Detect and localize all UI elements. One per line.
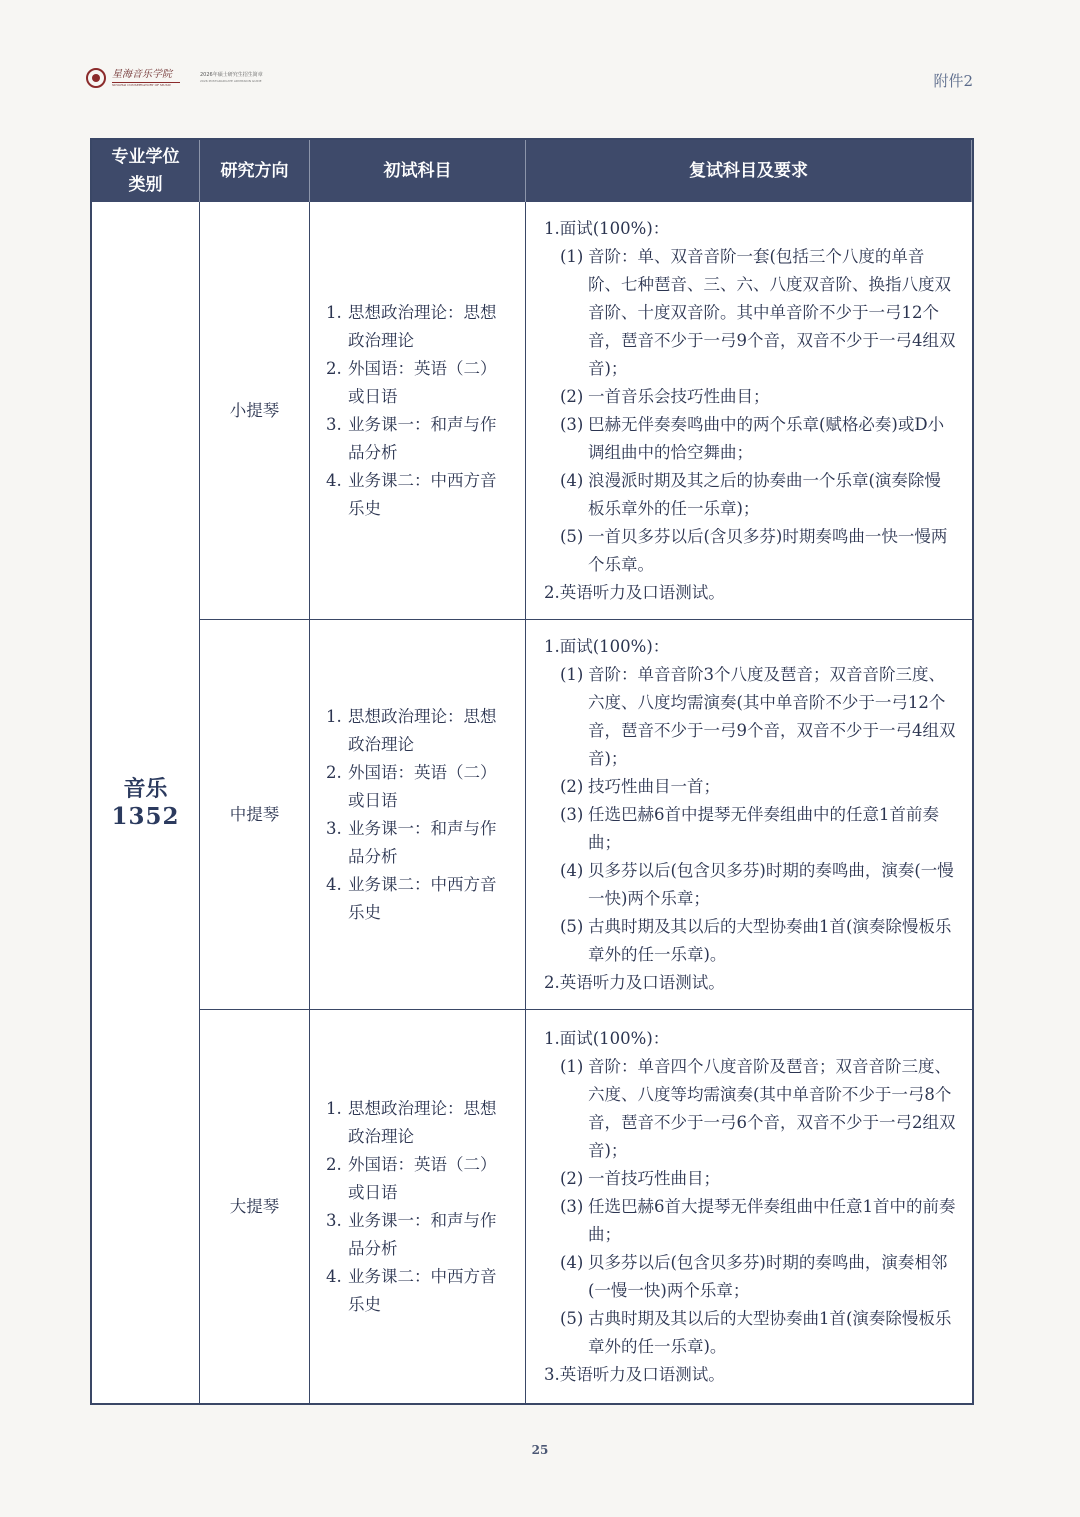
requirement-list	[544, 633, 956, 997]
subject-number: 2.	[326, 762, 342, 782]
requirement-item	[544, 579, 956, 607]
subject-number: 1.	[326, 706, 342, 726]
requirement-item	[544, 969, 956, 997]
requirement-text: 英语听力及口语测试。	[559, 582, 725, 602]
subitem-number: (1)	[560, 1056, 584, 1076]
header-logo	[86, 68, 263, 88]
requirement-item	[544, 215, 956, 243]
requirement-text: 英语听力及口语测试。	[559, 972, 725, 992]
major-cell	[92, 202, 200, 1403]
subject-text: 外国语：英语（二）或日语	[348, 358, 497, 406]
requirement-list	[544, 215, 956, 607]
subitem-text: 贝多芬以后(包含贝多芬)时期的奏鸣曲，演奏相邻(一慢一快)两个乐章；	[588, 1252, 948, 1300]
subject-number: 2.	[326, 1154, 342, 1174]
requirement-subitem	[544, 383, 956, 411]
requirement-item	[544, 633, 956, 661]
subject-number: 3.	[326, 1210, 342, 1230]
school-logo-text: 星海音乐学院	[112, 69, 172, 80]
subject-item	[326, 871, 511, 927]
subitem-text: 任选巴赫6首中提琴无伴奏组曲中的任意1首前奏曲；	[588, 804, 939, 852]
requirement-subitem	[544, 1193, 956, 1249]
subject-number: 4.	[326, 1266, 342, 1286]
retest-requirements-cell	[526, 620, 972, 1010]
subitem-text: 贝多芬以后(包含贝多芬)时期的奏鸣曲，演奏(一慢一快)两个乐章；	[588, 860, 954, 908]
requirement-text: 面试(100%)：	[559, 1028, 670, 1048]
requirement-subitem	[544, 523, 956, 579]
subject-text: 业务课一：和声与作品分析	[348, 1210, 497, 1258]
subitem-number: (4)	[560, 470, 584, 490]
requirement-subitem	[544, 801, 956, 857]
brochure-title	[200, 72, 263, 84]
direction-label: 小提琴	[229, 400, 280, 420]
subitem-text: 一首技巧性曲目；	[588, 1168, 720, 1188]
requirement-number: 3.	[544, 1364, 560, 1384]
requirement-number: 2.	[544, 972, 560, 992]
header-research-direction: 研究方向	[200, 140, 310, 202]
subitem-text: 浪漫派时期及其之后的协奏曲一个乐章(演奏除慢板乐章外的任一乐章)；	[588, 470, 941, 518]
school-logo-sub: XINGHAI CONSERVATORY OF MUSIC	[112, 83, 172, 87]
requirement-subitem	[544, 243, 956, 383]
subject-text: 思想政治理论：思想政治理论	[348, 302, 497, 350]
requirement-number: 2.	[544, 582, 560, 602]
page-number: 25	[531, 1443, 549, 1457]
subitem-text: 音阶：单音音阶3个八度及琶音；双音音阶三度、六度、八度均需演奏(其中单音阶不少于一弓12个音，琶音不少于一弓9个音，双音不少于一弓4组双音)；	[588, 664, 956, 768]
requirement-subitem	[544, 411, 956, 467]
subitem-text: 古典时期及其以后的大型协奏曲1首(演奏除慢板乐章外的任一乐章)。	[588, 916, 952, 964]
header-degree-category: 专业学位 类别	[92, 140, 200, 202]
subject-item	[326, 1263, 511, 1319]
subject-item	[326, 467, 511, 523]
requirement-text: 面试(100%)：	[559, 218, 670, 238]
subject-number: 2.	[326, 358, 342, 378]
major-name: 音乐	[123, 775, 168, 802]
direction-label: 中提琴	[229, 804, 280, 824]
header-retest: 复试科目及要求	[526, 140, 972, 202]
subject-text: 外国语：英语（二）或日语	[348, 762, 497, 810]
direction-cell	[200, 1010, 310, 1403]
requirement-item	[544, 1025, 956, 1053]
subitem-text: 古典时期及其以后的大型协奏曲1首(演奏除慢板乐章外的任一乐章)。	[588, 1308, 952, 1356]
subitem-text: 技巧性曲目一首；	[588, 776, 720, 796]
subject-item	[326, 1151, 511, 1207]
requirement-list	[544, 1025, 956, 1389]
initial-subjects-cell	[310, 202, 526, 620]
subject-text: 业务课二：中西方音乐史	[348, 874, 497, 922]
subject-text: 业务课二：中西方音乐史	[348, 1266, 497, 1314]
requirement-subitem	[544, 661, 956, 773]
school-logo	[112, 69, 182, 87]
requirement-number: 1.	[544, 1028, 560, 1048]
subject-item	[326, 1095, 511, 1151]
direction-cell	[200, 620, 310, 1010]
subject-text: 业务课二：中西方音乐史	[348, 470, 497, 518]
requirement-subitem	[544, 1305, 956, 1361]
subitem-text: 巴赫无伴奏奏鸣曲中的两个乐章(赋格必奏)或D小调组曲中的恰空舞曲；	[588, 414, 945, 462]
header-initial-exam: 初试科目	[310, 140, 526, 202]
requirement-subitem	[544, 1053, 956, 1165]
requirement-subitem	[544, 467, 956, 523]
subject-text: 外国语：英语（二）或日语	[348, 1154, 497, 1202]
subitem-text: 任选巴赫6首大提琴无伴奏组曲中任意1首中的前奏曲；	[588, 1196, 956, 1244]
subitem-number: (5)	[560, 526, 584, 546]
retest-requirements-cell	[526, 202, 972, 620]
subject-list	[326, 1095, 511, 1319]
subject-item	[326, 411, 511, 467]
subitem-number: (5)	[560, 1308, 584, 1328]
subitem-text: 音阶：单、双音音阶一套(包括三个八度的单音阶、七种琶音、三、六、八度双音阶、换指八度双音阶、十度双音阶。其中单音阶不少于一弓12个音，琶音不少于一弓9个音，双音不少于一弓4组双音)；	[588, 246, 956, 378]
subject-text: 思想政治理论：思想政治理论	[348, 706, 497, 754]
school-seal-icon	[86, 68, 106, 88]
subject-number: 3.	[326, 818, 342, 838]
initial-subjects-cell	[310, 1010, 526, 1403]
direction-label: 大提琴	[229, 1196, 280, 1216]
requirement-number: 1.	[544, 636, 560, 656]
brochure-title-en: 2026 POSTGRADUATE ADMISSION GUIDE	[200, 79, 262, 83]
subject-item	[326, 355, 511, 411]
subject-text: 思想政治理论：思想政治理论	[348, 1098, 497, 1146]
requirement-subitem	[544, 1249, 956, 1305]
requirement-subitem	[544, 1165, 956, 1193]
subitem-number: (2)	[560, 386, 584, 406]
subitem-text: 一首音乐会技巧性曲目；	[588, 386, 770, 406]
subitem-text: 音阶：单音四个八度音阶及琶音；双音音阶三度、六度、八度等均需演奏(其中单音阶不少于一弓8个音，琶音不少于一弓6个音，双音不少于一弓2组双音)；	[588, 1056, 956, 1160]
subitem-number: (1)	[560, 664, 584, 684]
initial-subjects-cell	[310, 620, 526, 1010]
subject-item	[326, 759, 511, 815]
subject-number: 1.	[326, 1098, 342, 1118]
subitem-number: (2)	[560, 776, 584, 796]
subject-item	[326, 299, 511, 355]
subject-text: 业务课一：和声与作品分析	[348, 414, 497, 462]
subitem-number: (3)	[560, 1196, 584, 1216]
requirement-number: 1.	[544, 218, 560, 238]
requirement-text: 英语听力及口语测试。	[559, 1364, 725, 1384]
subitem-text: 一首贝多芬以后(含贝多芬)时期奏鸣曲一快一慢两个乐章。	[588, 526, 948, 574]
subject-list	[326, 703, 511, 927]
subject-number: 1.	[326, 302, 342, 322]
subject-text: 业务课一：和声与作品分析	[348, 818, 497, 866]
requirement-item	[544, 1361, 956, 1389]
attachment-label: 附件2	[933, 72, 973, 90]
subitem-number: (3)	[560, 804, 584, 824]
subitem-number: (5)	[560, 916, 584, 936]
admission-table	[90, 138, 974, 1405]
subject-item	[326, 1207, 511, 1263]
subject-number: 3.	[326, 414, 342, 434]
requirement-subitem	[544, 857, 956, 913]
subject-item	[326, 703, 511, 759]
direction-cell	[200, 202, 310, 620]
subject-number: 4.	[326, 470, 342, 490]
brochure-title-cn: 2026年硕士研究生招生简章	[200, 72, 263, 78]
subitem-number: (3)	[560, 414, 584, 434]
major-code: 1352	[111, 802, 180, 830]
subject-list	[326, 299, 511, 523]
subject-number: 4.	[326, 874, 342, 894]
subject-item	[326, 815, 511, 871]
subitem-number: (2)	[560, 1168, 584, 1188]
subitem-number: (4)	[560, 1252, 584, 1272]
requirement-subitem	[544, 913, 956, 969]
requirement-text: 面试(100%)：	[559, 636, 670, 656]
retest-requirements-cell	[526, 1010, 972, 1403]
subitem-number: (1)	[560, 246, 584, 266]
requirement-subitem	[544, 773, 956, 801]
subitem-number: (4)	[560, 860, 584, 880]
